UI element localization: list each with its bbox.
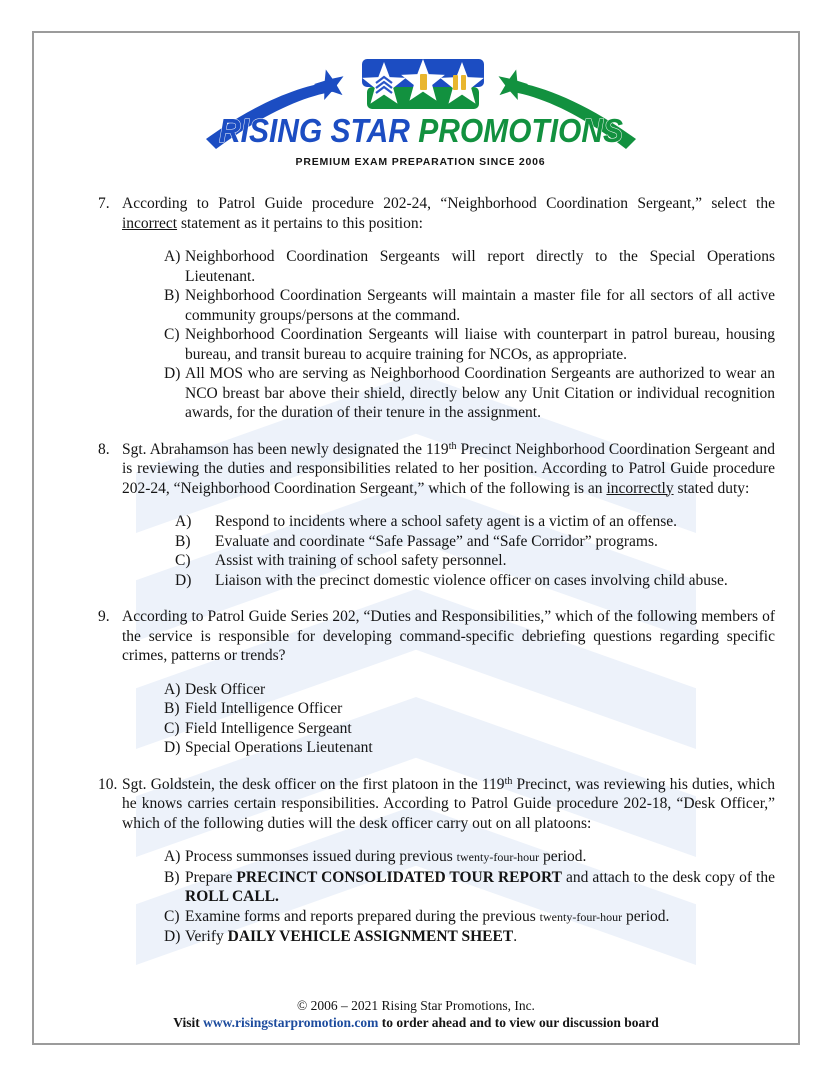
options-list: [175, 512, 775, 590]
option-letter: D): [164, 928, 181, 945]
option-letter: B): [164, 700, 180, 717]
question-number: 8.: [98, 440, 110, 458]
question-8: [98, 440, 775, 591]
option-letter: C): [164, 719, 180, 737]
option-letter: B): [164, 868, 180, 886]
option-text: Prepare PRECINCT CONSOLIDATED TOUR REPORT and attach to the desk copy of the ROLL CALL.: [185, 868, 775, 905]
visit-line: [34, 1014, 798, 1031]
option-text: All MOS who are serving as Neighborhood Coordination Sergeants are authorized to wear an NCO breast bar above their shield, directly below any Unit Citation or individual recognition awards, for the duration of their tenure in the assignment.: [185, 365, 775, 421]
option-letter: A): [164, 680, 181, 698]
superscript-text: th: [504, 775, 513, 787]
option-letter: C): [164, 326, 180, 343]
brand-first-word: RISING STAR: [218, 112, 438, 149]
option-text: Special Operations Lieutenant: [185, 739, 373, 756]
website-link[interactable]: www.risingstarpromotion.com: [203, 1015, 379, 1030]
option-text: Neighborhood Coordination Sergeants will report directly to the Special Operations Lieutenant.: [185, 248, 775, 285]
option-letter: D): [164, 739, 181, 756]
option-text: Evaluate and coordinate “Safe Passage” and “Safe Corridor” programs.: [215, 532, 658, 550]
option-text: Desk Officer: [185, 680, 266, 698]
bold-text: PRECINCT CONSOLIDATED TOUR REPORT: [236, 868, 562, 886]
option-B: [175, 532, 775, 552]
option-letter: B): [175, 532, 191, 550]
option-C: [175, 551, 775, 571]
small-text: twenty-four-hour: [456, 850, 540, 864]
copyright-line: © 2006 – 2021 Rising Star Promotions, Inc.: [297, 998, 535, 1013]
underlined-text: incorrect: [122, 214, 178, 232]
option-letter: C): [164, 907, 180, 925]
question-number: 7.: [98, 195, 110, 212]
option-B: [164, 286, 775, 325]
option-A: [175, 512, 775, 532]
option-C: [164, 719, 775, 739]
option-D: [164, 364, 775, 423]
question-stem: [98, 607, 775, 666]
option-text: Field Intelligence Sergeant: [185, 719, 352, 737]
question-stem: [98, 440, 775, 499]
rising-star-logo-graphic: [196, 55, 646, 149]
option-letter: C): [175, 552, 191, 569]
question-stem-text: According to Patrol Guide procedure 202-24, “Neighborhood Coordination Sergeant,” select the incorrect statement as it pertains to this position:: [122, 195, 775, 232]
questions-list: [66, 194, 775, 947]
option-text: Examine forms and reports prepared during the previous twenty-four-hour period.: [185, 907, 670, 925]
option-C: [164, 325, 775, 364]
visit-prefix: Visit: [173, 1015, 204, 1030]
bold-text: DAILY VEHICLE ASSIGNMENT SHEET: [227, 928, 514, 945]
option-text: Verify DAILY VEHICLE ASSIGNMENT SHEET.: [185, 928, 518, 945]
question-stem-text: Sgt. Goldstein, the desk officer on the first platoon in the 119th Precinct, was reviewing his duties, which he knows carries certain responsibilities. According to Patrol Guide procedure 202-18, “Desk Officer,” which of the following duties will the desk officer carry out on all platoons:: [122, 775, 776, 832]
logo-tagline: PREMIUM EXAM PREPARATION SINCE 2006: [295, 156, 546, 168]
page-frame: [32, 31, 800, 1045]
option-C: [164, 907, 775, 928]
question-stem: [98, 775, 775, 834]
option-text: Respond to incidents where a school safety agent is a victim of an offense.: [215, 513, 678, 530]
question-stem-text: According to Patrol Guide Series 202, “Duties and Responsibilities,” which of the following members of the service is responsible for developing command-specific debriefing questions regarding specific crimes, patterns or trends?: [122, 608, 775, 664]
visit-suffix: to order ahead and to view our discussion board: [378, 1015, 659, 1030]
option-text: Process summonses issued during previous twenty-four-hour period.: [185, 848, 587, 865]
superscript-text: th: [448, 440, 457, 452]
option-text: Field Intelligence Officer: [185, 700, 343, 717]
option-D: [164, 738, 775, 758]
question-stem-text: Sgt. Abrahamson has been newly designated the 119th Precinct Neighborhood Coordination Sergeant and is reviewing the duties and responsibilities related to her position. According to Patrol Guide procedure 202-24, “Neighborhood Coordination Sergeant,” which of the following is an incorrectly stated duty:: [122, 440, 775, 497]
option-letter: A): [164, 848, 181, 865]
options-list: [164, 680, 775, 758]
page-footer: [34, 997, 798, 1031]
option-A: [164, 247, 775, 286]
underlined-text: incorrectly: [606, 479, 674, 497]
option-D: [175, 571, 775, 591]
options-list: [164, 247, 775, 423]
brand-wordmark: [218, 112, 644, 149]
option-text: Assist with training of school safety personnel.: [215, 552, 507, 569]
option-letter: A): [175, 513, 192, 530]
small-text: twenty-four-hour: [539, 909, 623, 924]
question-10: [98, 775, 775, 947]
options-list: [164, 847, 775, 947]
option-text: Neighborhood Coordination Sergeants will maintain a master file for all sectors of all active community groups/persons at the command.: [185, 287, 775, 324]
rank-stars-emblem-icon: [362, 59, 484, 109]
question-9: [98, 607, 775, 758]
option-D: [164, 927, 775, 947]
option-A: [164, 680, 775, 700]
brand-second-word: PROMOTIONS: [417, 112, 644, 149]
bold-text: ROLL CALL.: [185, 888, 279, 905]
question-number: 9.: [98, 608, 110, 625]
question-number: 10.: [98, 775, 118, 793]
rising-star-logo: [66, 55, 775, 167]
option-A: [164, 847, 775, 868]
option-B: [164, 868, 775, 907]
question-7: [98, 194, 775, 423]
option-text: Liaison with the precinct domestic violence officer on cases involving child abuse.: [215, 571, 728, 589]
option-letter: B): [164, 287, 180, 304]
question-stem: [98, 194, 775, 233]
option-letter: D): [175, 571, 192, 589]
option-letter: D): [164, 365, 181, 382]
option-B: [164, 699, 775, 719]
option-letter: A): [164, 248, 181, 265]
option-text: Neighborhood Coordination Sergeants will liaise with counterpart in patrol bureau, housing bureau, and transit bureau to acquire training for NCOs, as appropriate.: [185, 326, 775, 363]
page-content: [34, 55, 798, 947]
